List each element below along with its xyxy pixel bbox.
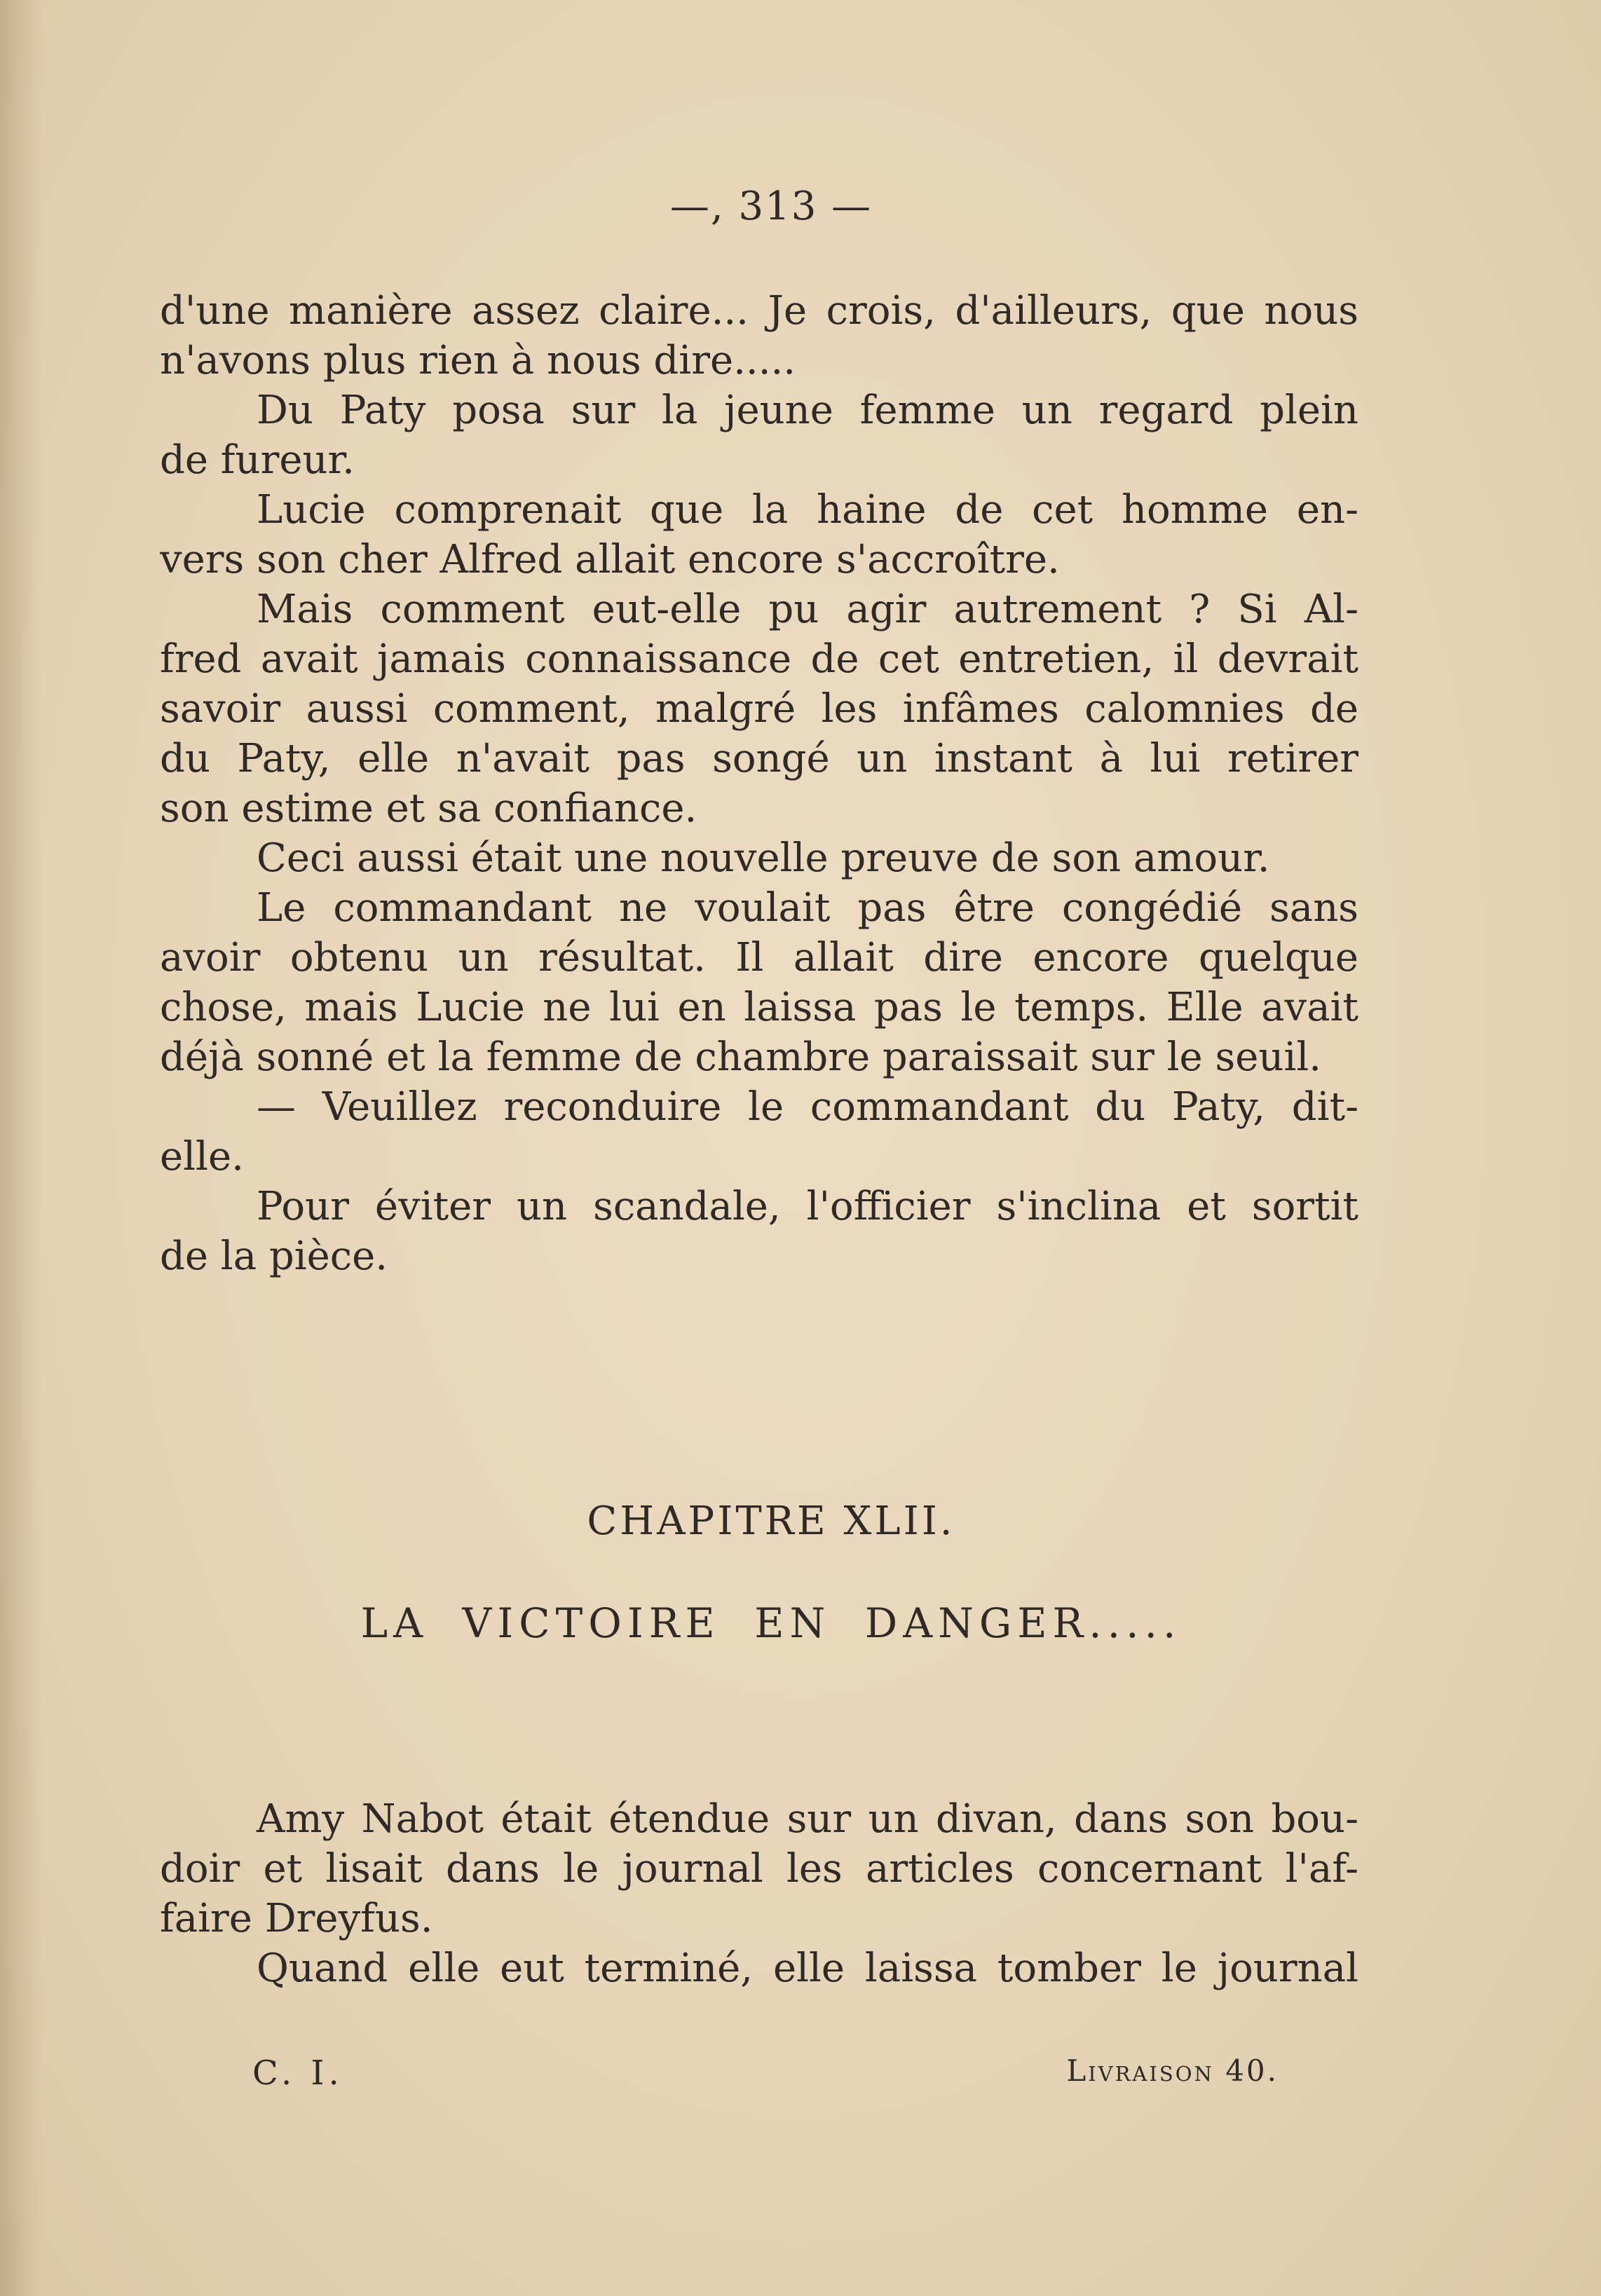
text-line: déjà sonné et la femme de chambre paraissait sur le seuil.	[160, 1034, 1322, 1080]
text-line: Lucie comprenait que la haine de cet homme en-	[257, 487, 1358, 533]
text-line: n'avons plus rien à nous dire.....	[160, 338, 796, 383]
chapter-title: LA VICTOIRE EN DANGER.....	[360, 1599, 1182, 1647]
text-line: avoir obtenu un résultat. Il allait dire encore quelque	[160, 935, 1358, 980]
text-line: du Paty, elle n'avait pas songé un instant à lui retirer	[160, 736, 1358, 781]
page-number: —, 313 —	[669, 184, 873, 229]
text-line: Pour éviter un scandale, l'officier s'inclina et sortit	[257, 1184, 1358, 1229]
paragraph	[160, 1182, 1358, 1281]
text-line: fred avait jamais connaissance de cet entretien, il devrait	[160, 636, 1358, 682]
text-line: vers son cher Alfred allait encore s'accroître.	[160, 537, 1060, 582]
text-line: son estime et sa confiance.	[160, 786, 697, 831]
text-line: Amy Nabot était étendue sur un divan, dans son bou-	[257, 1796, 1358, 1842]
text-line: de fureur.	[160, 437, 355, 483]
text-line: savoir aussi comment, malgré les infâmes calomnies de	[160, 686, 1358, 732]
text-line: faire Dreyfus.	[160, 1896, 433, 1941]
paragraph	[160, 1794, 1358, 1943]
paragraph	[160, 385, 1358, 485]
text-line: Mais comment eut-elle pu agir autrement ? Si Al-	[257, 587, 1358, 632]
text-line: chose, mais Lucie ne lui en laissa pas le temps. Elle avait	[160, 985, 1358, 1030]
livraison-mark: Livraison 40.	[1066, 2054, 1279, 2088]
text-line: de la pièce.	[160, 1234, 388, 1279]
text-line: — Veuillez reconduire le commandant du Paty, dit-	[257, 1084, 1358, 1130]
paragraph	[160, 585, 1358, 833]
chapter-number: CHAPITRE XLII.	[587, 1498, 955, 1544]
text-line: Ceci aussi était une nouvelle preuve de son amour.	[257, 835, 1270, 881]
paragraph	[160, 833, 1358, 883]
paragraph	[160, 286, 1358, 385]
text-line: Du Paty posa sur la jeune femme un regard plein	[257, 388, 1358, 433]
paragraph	[160, 485, 1358, 585]
text-line: elle.	[160, 1134, 244, 1180]
text-line: d'une manière assez claire... Je crois, d'ailleurs, que nous	[160, 288, 1358, 334]
printer-signature: C. I.	[252, 2054, 343, 2093]
paragraph	[160, 1943, 1358, 1993]
paragraph	[160, 1082, 1358, 1182]
text-line: doir et lisait dans le journal les articles concernant l'af-	[160, 1846, 1358, 1892]
text-line: Le commandant ne voulait pas être congédié sans	[257, 885, 1358, 931]
body-text-before-chapter	[160, 286, 1358, 1281]
body-text-after-chapter	[160, 1794, 1358, 1993]
paragraph	[160, 883, 1358, 1082]
text-line: Quand elle eut terminé, elle laissa tomber le journal	[257, 1946, 1358, 1991]
page-edge-shadow	[0, 0, 42, 2296]
